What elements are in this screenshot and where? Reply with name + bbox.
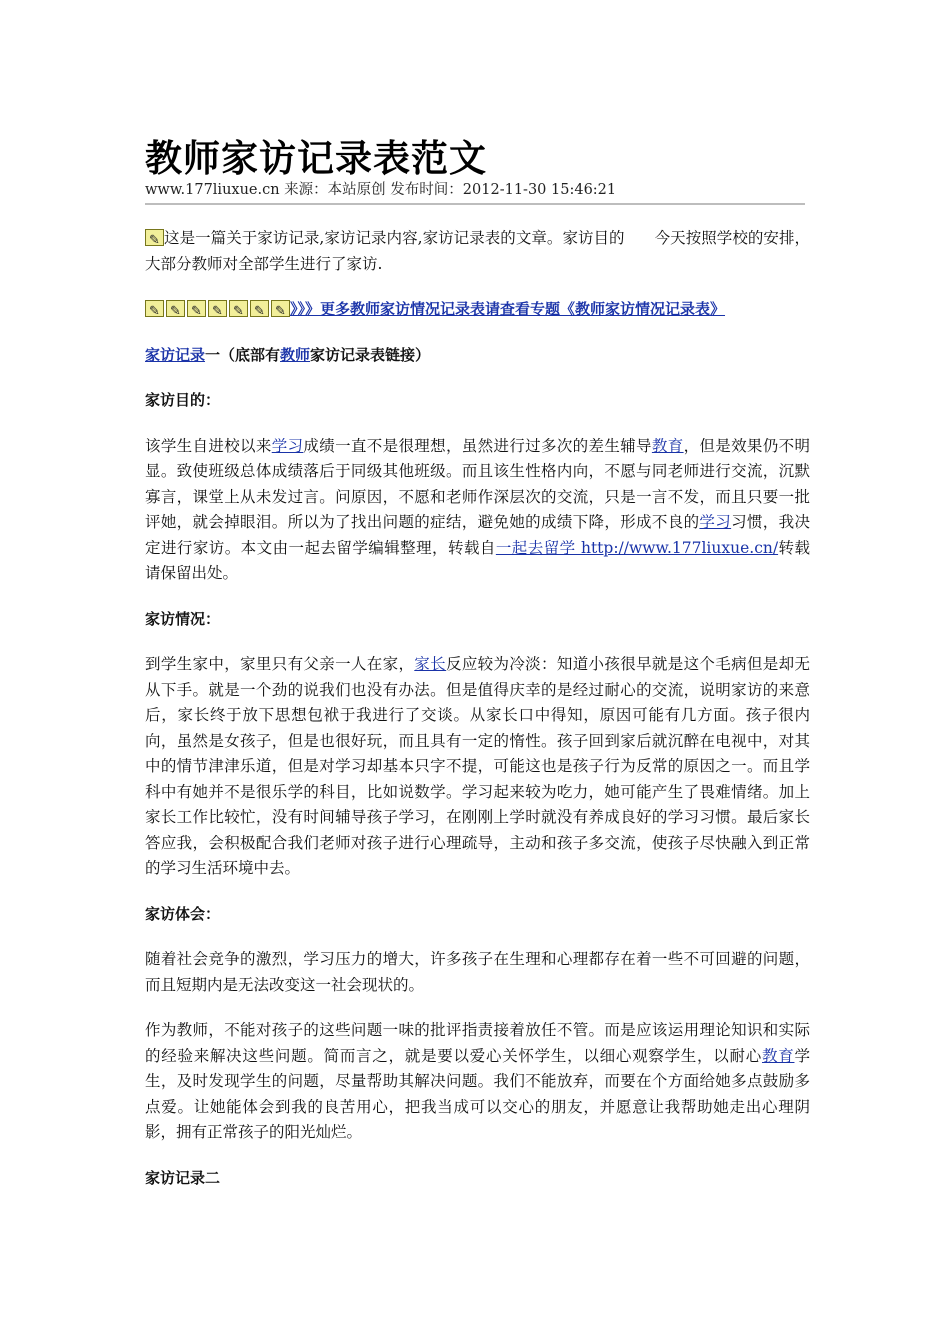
- note-icon: [250, 300, 269, 317]
- topic-link[interactable]: 》》》更多教师家访情况记录表请查看专题《教师家访情况记录表》: [290, 300, 726, 318]
- purpose-paragraph: 该学生自进校以来学习成绩一直不是很理想，虽然进行过多次的差生辅导教育，但是效果仍不明显。致使班级总体成绩落后于同级其他班级。而且该生性格内向，不愿与同老师进行交流，沉默寡言，课堂上从未发过言。问原因，不愿和老师作深层次的交流，只是一言不发，而且只要一批评她，就会掉眼泪。所以为了找出问题的症结，避免她的成绩下降，形成不良的学习习惯，我决定进行家访。本文由一起去留学编辑整理，转载自一起去留学 http://www.177liuxue.cn/转载请保留出处。: [145, 436, 810, 582]
- record1-heading: 家访记录一（底部有教师家访记录表链接）: [145, 345, 431, 364]
- situation-heading: 家访情况：: [145, 609, 221, 628]
- reflection-paragraph-2: 作为教师，不能对孩子的这些问题一味的批评指责接着放任不管。而是应该运用理论知识和实际的经验来解决这些问题。简而言之，就是要以爱心关怀学生，以细心观察学生，以耐心教育学生，及时发现学生的问题，尽量帮助其解决问题。我们不能放弃，而要在个方面给她多点鼓励多点爱。让她能体会到我的良苦用心，把我当成可以交心的朋友，并愿意让我帮助她走出心理阴影，拥有正常孩子的阳光灿烂。: [145, 1021, 810, 1141]
- intro-text-a: 这是一篇关于家访记录,家访记录内容,家访记录表的文章。家访目的: [164, 229, 625, 247]
- education-link[interactable]: 教育: [761, 1046, 795, 1065]
- note-icon: [271, 300, 290, 317]
- intro-text-b: 今天按照学校的安排，大部分教师对全部学生进行了家访.: [145, 229, 810, 273]
- purpose-heading: 家访目的：: [145, 391, 221, 409]
- home-visit-record-link[interactable]: 家访记录: [145, 345, 206, 364]
- note-icon: [208, 300, 227, 317]
- note-icon: [145, 229, 164, 246]
- study-link[interactable]: 学习: [699, 513, 732, 531]
- article-meta: www.177liuxue.cn 来源：本站原创 发布时间：2012-11-30 15:46:21: [145, 178, 805, 205]
- situation-paragraph: 到学生家中，家里只有父亲一人在家，家长反应较为冷淡：知道小孩很早就是这个毛病但是却无从下手。就是一个劲的说我们也没有办法。但是值得庆幸的是经过耐心的交流，说明家访的来意后，家长终于放下思想包袱于我进行了交谈。从家长口中得知，原因可能有几方面。孩子很内向，虽然是女孩子，但是也很好玩，而且具有一定的惰性。孩子回到家后就沉醉在电视中，对其中的情节津津乐道，但是对学习却基本只字不提，可能这也是孩子行为反常的原因之一。而且学科中有她并不是很乐学的科目，比如说数学。学习起来较为吃力，她可能产生了畏难情绪。加上家长工作比较忙，没有时间辅导孩子学习，在刚刚上学时就没有养成良好的学习习惯。最后家长答应我，会积极配合我们老师对孩子进行心理疏导，主动和孩子多交流，使孩子尽快融入到正常的学习生活环境中去。: [145, 655, 810, 877]
- note-icon: [145, 300, 164, 317]
- teacher-link[interactable]: 教师: [280, 345, 311, 364]
- education-link[interactable]: 教育: [651, 436, 684, 455]
- parent-link[interactable]: 家长: [414, 655, 446, 673]
- article-title: 教师家访记录表范文: [145, 137, 487, 180]
- reflection-heading: 家访体会：: [145, 904, 221, 923]
- note-icon: [166, 300, 185, 317]
- study-link[interactable]: 学习: [271, 436, 304, 455]
- intro-paragraph: [145, 226, 810, 277]
- promo-line: [145, 297, 810, 323]
- note-icon: [187, 300, 206, 317]
- note-icon: [229, 300, 248, 317]
- reflection-paragraph-1: 随着社会竞争的激烈，学习压力的增大，许多孩子在生理和心理都存在着一些不可回避的问题，而且短期内是无法改变这一社会现状的。: [145, 950, 810, 994]
- record2-heading: 家访记录二: [145, 1168, 221, 1187]
- source-site-link[interactable]: 一起去留学 http://www.177liuxue.cn/: [495, 538, 779, 557]
- article-body: [145, 226, 810, 1211]
